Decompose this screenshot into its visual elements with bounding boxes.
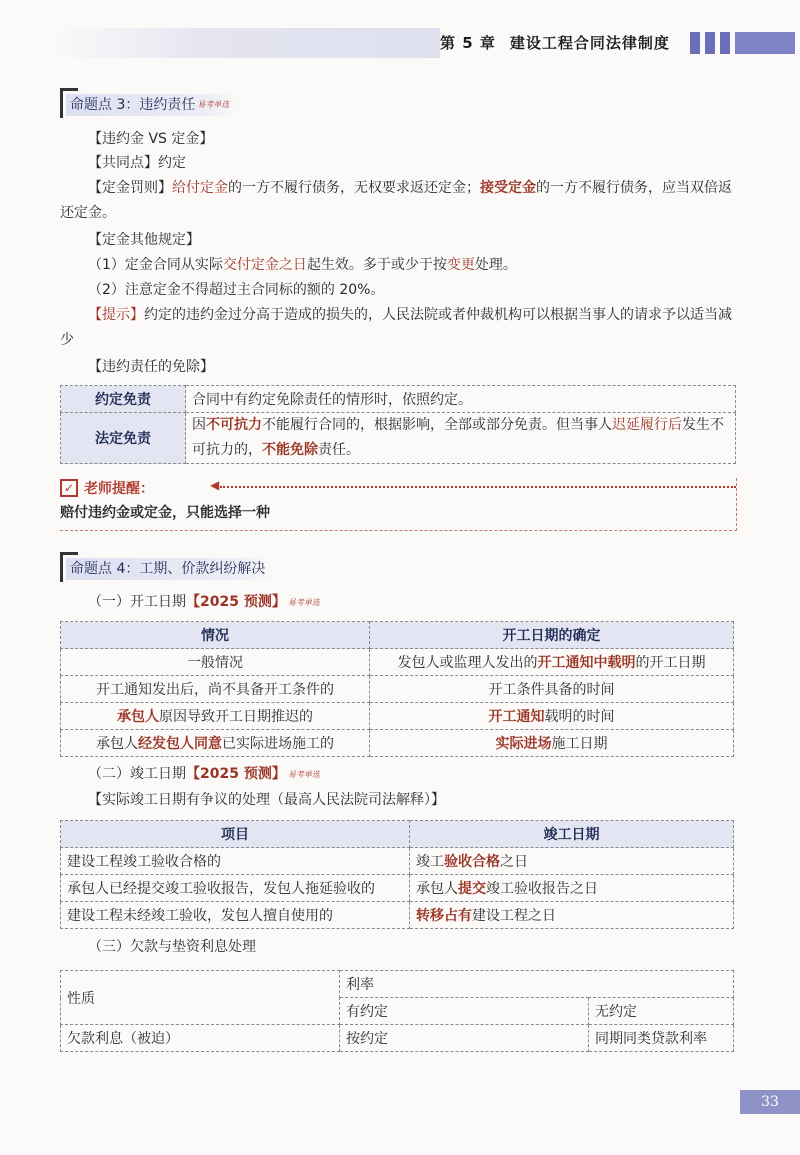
table-row: [61, 649, 734, 676]
section-4-heading: [60, 552, 290, 582]
interest-table: [60, 970, 734, 1052]
exemption-table: [60, 385, 736, 464]
section-3-title: 命题点 3：违约责任: [70, 97, 196, 113]
deposit-rule-2: （2）注意定金不得超过主合同标的额的 20%。: [88, 282, 385, 298]
table-cell: 发包人或监理人发出的开工通知中载明的开工日期: [370, 649, 734, 676]
table-cell: 实际进场施工日期: [370, 730, 734, 757]
section-3-tag: 易考单选: [197, 100, 230, 109]
start-date-heading: （一）开工日期【2025 预测】 $^{易考单选}$: [88, 594, 320, 610]
table-row: [61, 622, 734, 649]
table-row: [61, 902, 734, 929]
table-row: [61, 730, 734, 757]
table-header: 开工日期的确定: [370, 622, 734, 649]
hint-paragraph: 【提示】约定的违约金过分高于造成的损失的，人民法院或者仲裁机构可以根据当事人的请求予以适当减少: [60, 307, 732, 348]
table-header: 竣工日期: [410, 821, 734, 848]
table-cell: 性质: [61, 971, 340, 1025]
table-row: [61, 971, 734, 998]
table-cell: 承包人原因导致开工日期推迟的: [61, 703, 370, 730]
deposit-rule-1: （1）定金合同从实际交付定金之日起生效。多于或少于按变更处理。: [88, 257, 517, 273]
table-cell: 建设工程未经竣工验收，发包人擅自使用的: [61, 902, 410, 929]
table-cell: 按约定: [340, 1025, 589, 1052]
table-cell: 约定免责: [61, 386, 186, 413]
table-cell: 建设工程竣工验收合格的: [61, 848, 410, 875]
table-cell: 承包人提交竣工验收报告之日: [410, 875, 734, 902]
table-cell: 法定免责: [61, 413, 186, 464]
tip-text: 赔付违约金或定金，只能选择一种: [60, 505, 270, 521]
finish-date-heading: （二）竣工日期【2025 预测】 $^{易考单选}$: [88, 766, 320, 782]
table-row: [61, 676, 734, 703]
tip-title: 老师提醒：: [84, 481, 154, 497]
table-row: [61, 703, 734, 730]
header-chapter: 第 5 章: [440, 34, 496, 52]
table-cell: 因不可抗力不能履行合同的，根据影响，全部或部分免责。但当事人迟延履行后发生不可抗力的，不能免除责任。: [186, 413, 736, 464]
table-header: 项目: [61, 821, 410, 848]
header-chapter-title: 建设工程合同法律制度: [509, 34, 670, 52]
deposit-other-heading: 【定金其他规定】: [88, 232, 200, 248]
page-header: [0, 28, 800, 58]
table-cell: 利率: [340, 971, 734, 998]
table-cell: 合同中有约定免除责任的情形时，依照约定。: [186, 386, 736, 413]
table-cell: 开工通知载明的时间: [370, 703, 734, 730]
table-cell: 一般情况: [61, 649, 370, 676]
interest-heading: （三）欠款与垫资利息处理: [88, 939, 256, 955]
exemption-heading: 【违约责任的免除】: [88, 359, 214, 375]
section-4-title: 命题点 4：工期、价款纠纷解决: [70, 561, 266, 577]
finish-dispute-heading: 【实际竣工日期有争议的处理（最高人民法院司法解释）】: [88, 792, 445, 808]
start-date-table: [60, 621, 734, 757]
table-cell: 开工条件具备的时间: [370, 676, 734, 703]
checkbox-icon: ✓: [60, 479, 78, 497]
arrow-left-icon: ◀: [210, 478, 220, 492]
table-row: [61, 1025, 734, 1052]
section-3-heading: [60, 88, 290, 118]
finish-date-table: [60, 820, 734, 929]
table-cell: 承包人经发包人同意已实际进场施工的: [61, 730, 370, 757]
common-point: 【共同点】约定: [88, 155, 186, 171]
teacher-tip: [60, 478, 736, 530]
header-band: [52, 28, 440, 58]
table-row: [61, 848, 734, 875]
table-cell: 开工通知发出后，尚不具备开工条件的: [61, 676, 370, 703]
header-title: [440, 32, 670, 53]
page-number: 33: [740, 1090, 800, 1114]
header-decor-bars: [690, 32, 795, 54]
vs-heading: 【违约金 VS 定金】: [88, 131, 214, 147]
table-header: 情况: [61, 622, 370, 649]
table-row: [61, 413, 736, 464]
table-cell: 承包人已经提交竣工验收报告，发包人拖延验收的: [61, 875, 410, 902]
table-cell: 转移占有建设工程之日: [410, 902, 734, 929]
table-row: [61, 875, 734, 902]
table-row: [61, 821, 734, 848]
deposit-penalty-rule: 【定金罚则】给付定金的一方不履行债务，无权要求返还定金；接受定金的一方不履行债务，应当双倍返还定金。: [60, 180, 732, 221]
table-cell: 有约定: [340, 998, 589, 1025]
table-cell: 同期同类贷款利率: [589, 1025, 734, 1052]
table-cell: 无约定: [589, 998, 734, 1025]
table-cell: 竣工验收合格之日: [410, 848, 734, 875]
table-cell: 欠款利息（被迫）: [61, 1025, 340, 1052]
table-row: [61, 386, 736, 413]
